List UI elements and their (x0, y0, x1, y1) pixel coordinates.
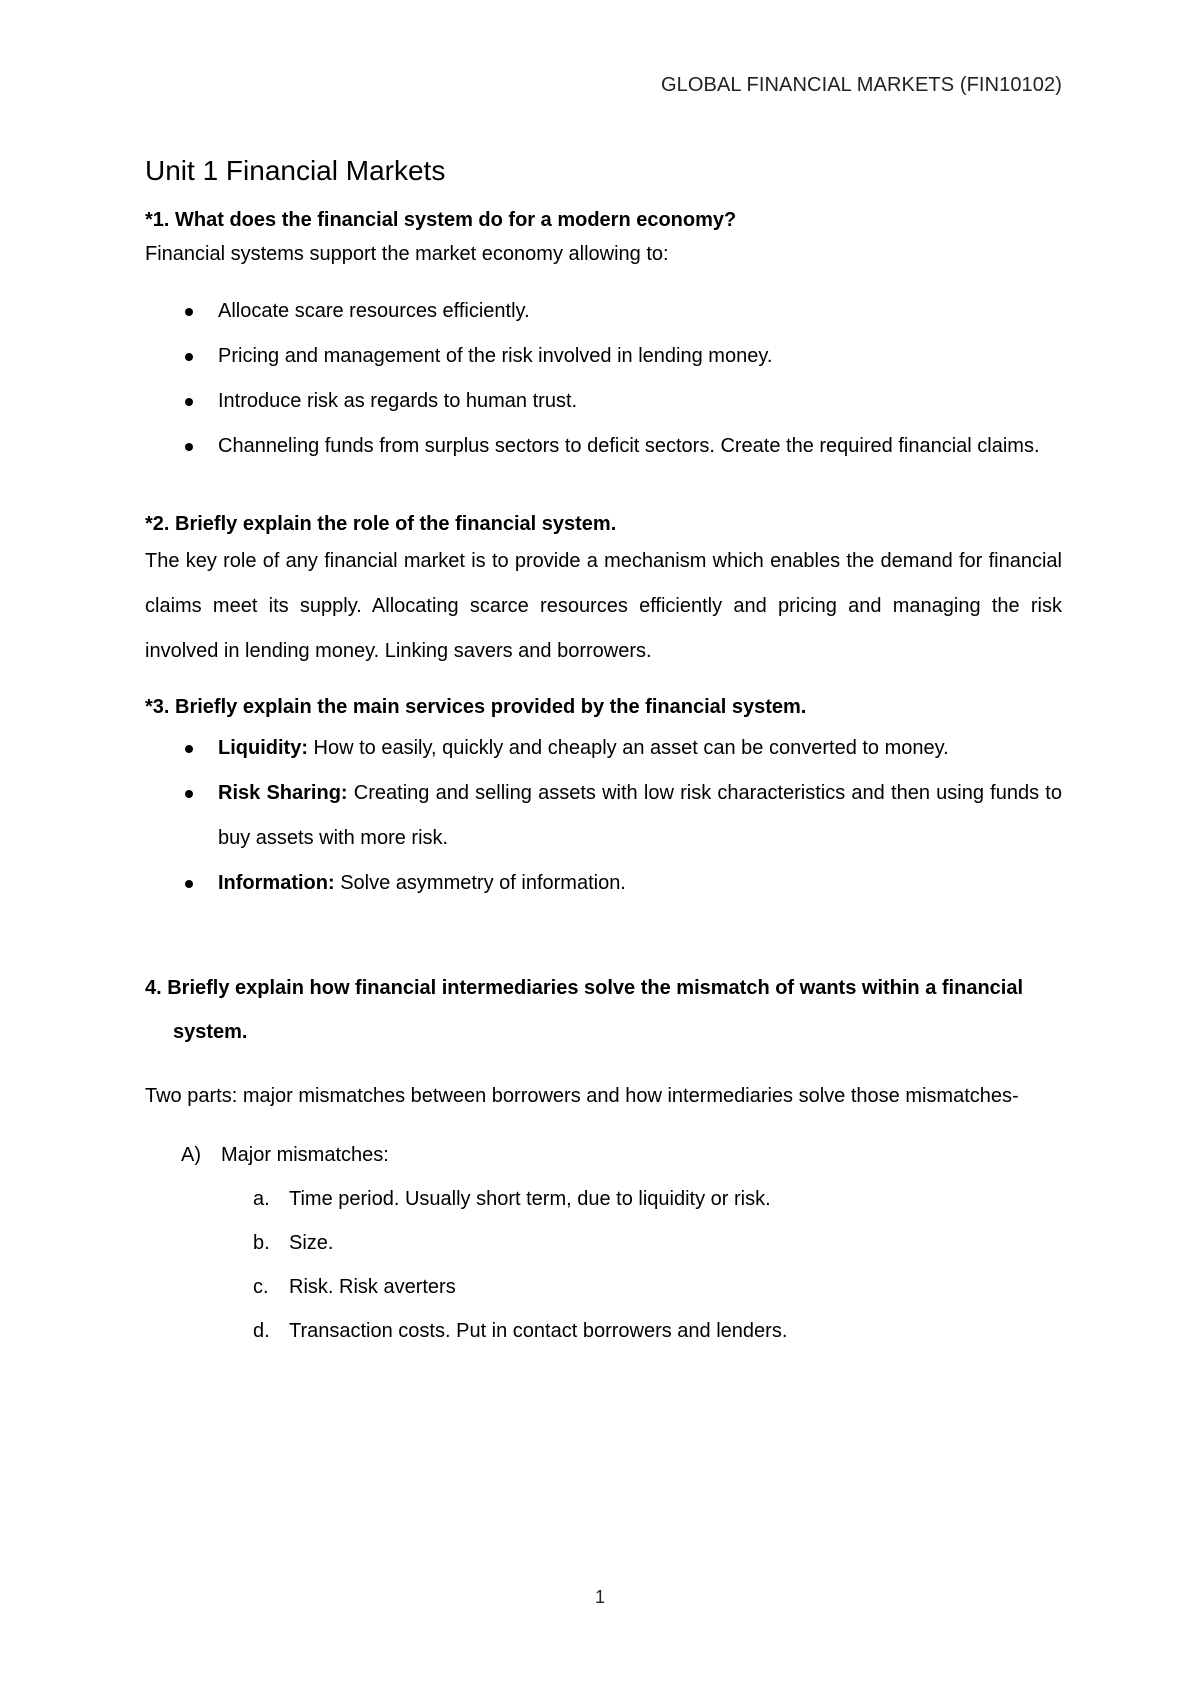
list-item: Introduce risk as regards to human trust. (145, 379, 1062, 424)
question-3-bullet-list (145, 726, 1062, 906)
question-1-intro: Financial systems support the market economy allowing to: (145, 243, 669, 265)
question-2: *2. Briefly explain the role of the financial system. (145, 513, 617, 535)
list-item: Pricing and management of the risk involved in lending money. (145, 334, 1062, 379)
bullet-icon (185, 745, 193, 753)
question-4-answer: Two parts: major mismatches between borrowers and how intermediaries solve those mismatches- (145, 1085, 1019, 1107)
bullet-icon (185, 353, 193, 361)
major-mismatches-section (145, 1133, 1062, 1353)
spacer (145, 674, 1062, 692)
spacer (145, 469, 1062, 509)
list-item: a. Time period. Usually short term, due to liquidity or risk. (253, 1188, 771, 1210)
bullet-icon (185, 398, 193, 406)
page-content (145, 145, 1062, 1353)
running-header: GLOBAL FINANCIAL MARKETS (FIN10102) (660, 74, 1062, 96)
list-item: Information: Solve asymmetry of information. (145, 861, 1062, 906)
list-item: Risk Sharing: Creating and selling assets with low risk characteristics and then using funds to buy assets with more risk. (145, 771, 1062, 861)
list-item: d. Transaction costs. Put in contact borrowers and lenders. (253, 1320, 788, 1342)
list-item: c. Risk. Risk averters (253, 1276, 456, 1298)
question-3: *3. Briefly explain the main services provided by the financial system. (145, 696, 807, 718)
list-item: b. Size. (253, 1232, 334, 1254)
spacer (145, 906, 1062, 946)
section-heading (145, 1133, 1062, 1177)
bullet-icon (185, 880, 193, 888)
bullet-icon (185, 443, 193, 451)
question-1: *1. What does the financial system do for a modern economy? (145, 209, 737, 231)
list-item: Channeling funds from surplus sectors to deficit sectors. Create the required financial claims. (145, 424, 1062, 469)
bullet-icon (185, 308, 193, 316)
question-1-bullet-list (145, 289, 1062, 469)
section-title: Major mismatches: (221, 1144, 389, 1166)
list-item: Liquidity: How to easily, quickly and cheaply an asset can be converted to money. (145, 726, 1062, 771)
section-marker: A) (181, 1144, 201, 1166)
unit-title: Unit 1 Financial Markets (145, 155, 446, 186)
mismatch-list (145, 1177, 1062, 1353)
question-4: 4. Briefly explain how financial intermediaries solve the mismatch of wants within a financial system. (145, 977, 1024, 1043)
list-item: Allocate scare resources efficiently. (145, 289, 1062, 334)
page-number: 1 (594, 1587, 605, 1607)
question-2-answer: The key role of any financial market is to provide a mechanism which enables the demand for financial claims meet its supply. Allocating scarce resources efficiently and pricing and managing the risk involved in lending money. Linking savers and borrowers. (145, 550, 1062, 662)
bullet-icon (185, 790, 193, 798)
